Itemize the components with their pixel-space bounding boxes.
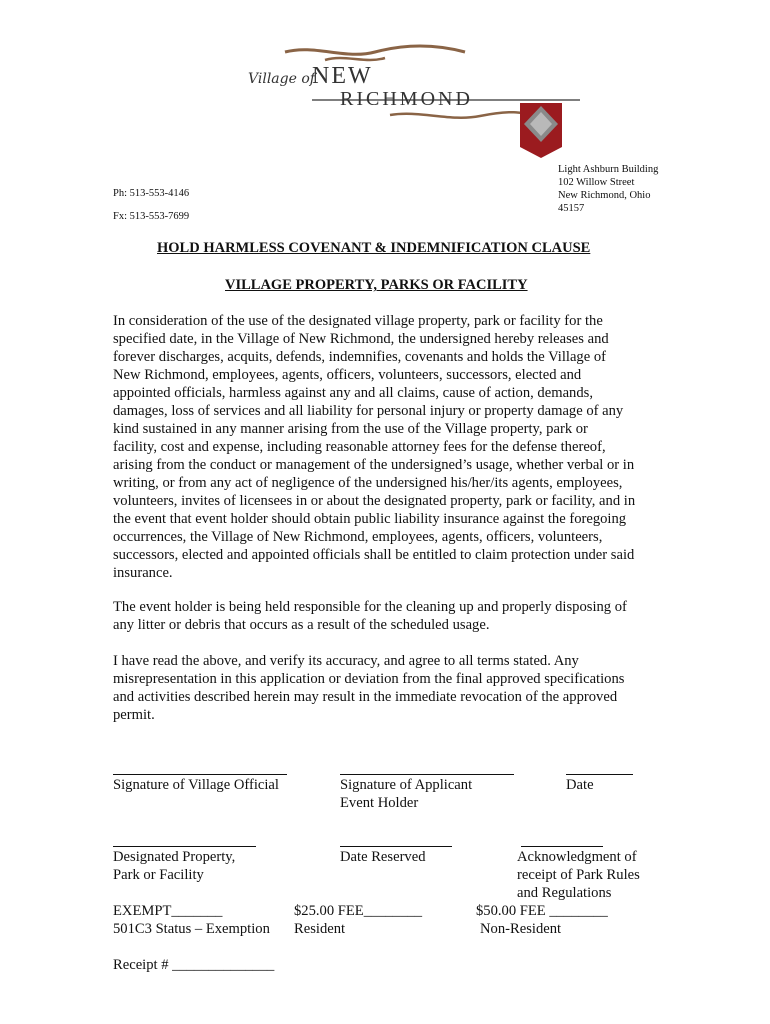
phone-number: Ph: 513-553-4146 — [113, 188, 190, 199]
resident-fee-label: $25.00 FEE________ — [294, 903, 423, 919]
cleanup-paragraph: The event holder is being held responsible for the cleaning up and properly disposing of any litter or debris that occurs as a result of the scheduled usage. — [113, 599, 627, 633]
acknowledgment-line[interactable] — [521, 846, 603, 847]
agreement-paragraph: I have read the above, and verify its accuracy, and agree to all terms stated. Any misrepresentation in this application or deviation from the final approved specifications and activities described herein may result in the immediate revocation of the approved permit. — [113, 653, 625, 723]
fax-number: Fx: 513-553-7699 — [113, 211, 190, 222]
logo-word-richmond: RICHMOND — [340, 88, 473, 110]
logo-word-new: NEW — [312, 63, 373, 89]
exempt-label: EXEMPT_______ — [113, 903, 223, 919]
address-line: 45157 — [558, 203, 585, 214]
address-line: New Richmond, Ohio — [558, 190, 651, 201]
signature-line-date[interactable] — [566, 774, 633, 775]
nonresident-fee-label: $50.00 FEE ________ — [476, 903, 608, 919]
village-official-label: Signature of Village Official — [113, 777, 279, 793]
resident-fee-description: Resident — [294, 921, 346, 937]
document-subtitle: VILLAGE PROPERTY, PARKS OR FACILITY — [225, 277, 528, 293]
signature-line-applicant[interactable] — [340, 774, 514, 775]
indemnification-paragraph: In consideration of the use of the designated village property, park or facility for the specified date, in the Village of New Richmond, the undersigned hereby releases and forever discharges, acquits, defends, indemnifies, covenants and holds the Village of New Richmond, employees, agents, officers, volunteers, successors, elected and appointed officials, harmless against any and all claims, cause of action, demands, damages, loss of services and all liability for personal injury or property damage of any kind sustained in any manner arising from the use of the Village property, park or facility, cost and expense, including reasonable attorney fees for the defense thereof, arising from the conduct or management of the undersigned’s usage, whether verbal or in writing, or from any act of negligence of the undersigned his/her/its agents, employees, volunteers, invites of licensees in or about the designated property, park or facility, and in the event that event holder should obtain public liability insurance against the foregoing occurrences, the Village of New Richmond, employees, agents, officers, volunteers, successors, elected and appointed officials shall be entitled to claim protection under said insurance. — [113, 313, 636, 581]
designated-property-line[interactable] — [113, 846, 256, 847]
date-label: Date — [566, 777, 594, 793]
receipt-number-field[interactable]: Receipt # ______________ — [113, 957, 275, 973]
address-line: Light Ashburn Building — [558, 164, 659, 175]
logo-script-text: Village of — [248, 71, 315, 87]
address-block — [558, 163, 658, 215]
nonresident-fee-description: Non-Resident — [480, 921, 562, 937]
acknowledgment-label: Acknowledgment of receipt of Park Rules and Regulations — [517, 849, 640, 901]
applicant-label: Signature of Applicant Event Holder — [340, 777, 473, 811]
designated-property-label: Designated Property, Park or Facility — [113, 849, 236, 883]
signature-line-village-official[interactable] — [113, 774, 287, 775]
address-line: 102 Willow Street — [558, 177, 635, 188]
date-reserved-line[interactable] — [340, 846, 452, 847]
village-logo — [240, 40, 585, 158]
document-title: HOLD HARMLESS COVENANT & INDEMNIFICATION CLAUSE — [157, 240, 591, 256]
exempt-description: 501C3 Status – Exemption — [113, 921, 270, 937]
logo-graphic — [240, 40, 585, 158]
date-reserved-label: Date Reserved — [340, 849, 426, 865]
